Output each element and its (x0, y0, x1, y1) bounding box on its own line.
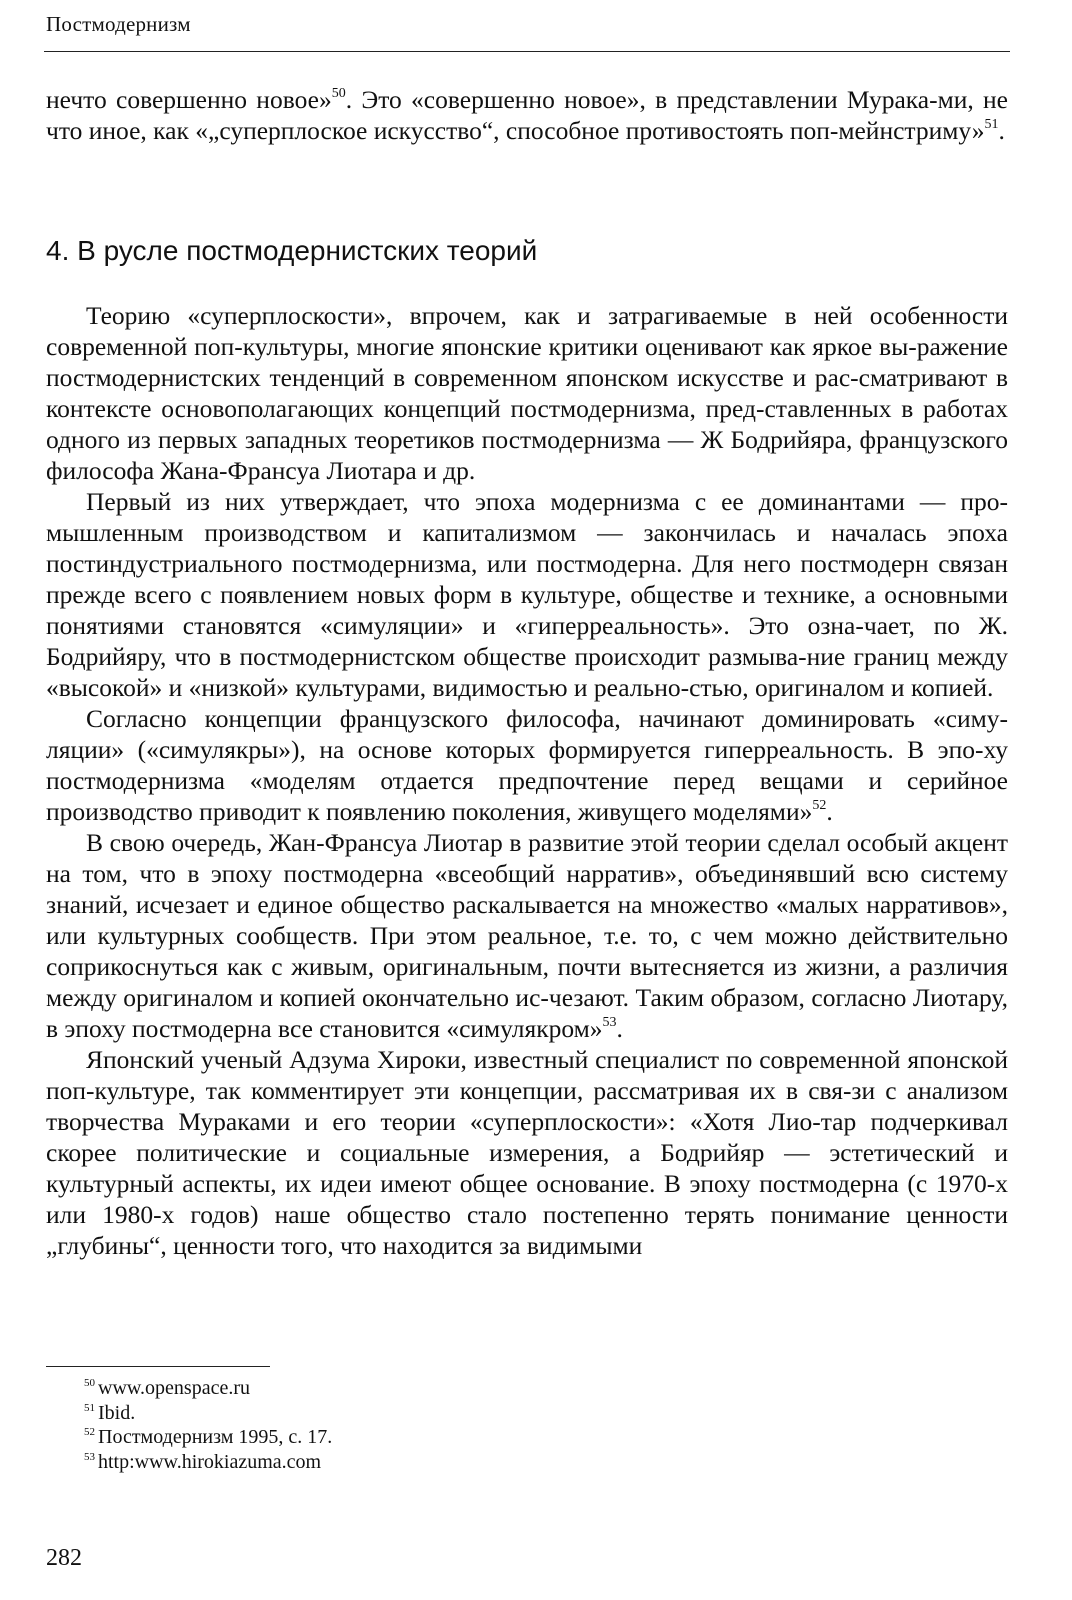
section-heading: 4. В русле постмодернистских теорий (46, 235, 538, 266)
footnote-51 (84, 1401, 332, 1426)
running-head: Постмодернизм (46, 12, 191, 36)
footnote-text[interactable]: www.openspace.ru (98, 1377, 250, 1399)
header-rule (44, 51, 1010, 52)
intro-text-2: . Это «совершенно новое», в представлении Мурака-ми, не что иное, как «„суперплоское искусство“, способное противостоять поп-мейнстриму» (46, 85, 1008, 145)
paragraph-text: Японский ученый Адзума Хироки, известный специалист по современной японской поп-культуре, так комментирует эти концепции, рассматривая их в свя-зи с анализом творчества Мураками и его теории «суперплоскости»: «Хотя Лио-тар подчеркивал скорее политические и социальные измерения, а Бодрийяр — эстетический и культурный аспекты, их идеи имеют общее основание. В эпоху постмодерна (с 1970-х или 1980-х годов) наше общество стало постепенно терять понимание ценности „глубины“, ценности того, что находится за видимыми (46, 1045, 1008, 1260)
paragraph-text: Первый из них утверждает, что эпоха модернизма с ее доминантами — про-мышленным производством и капитализмом — закончилась и началась эпоха постиндустриального постмодернизма, или постмодерна. Для него постмодерн связан прежде всего с появлением новых форм в культуре, обществе и технике, а основными понятиями становятся «симуляции» и «гиперреальность». Это озна-чает, по Ж. Бодрийяру, что в постмодернистском обществе происходит размыва-ние границ между «высокой» и «низкой» культурами, видимостью и реально-стью, оригиналом и копией. (46, 487, 1008, 702)
page-number: 282 (46, 1545, 82, 1571)
paragraph-text: Согласно концепции французского философа, начинают доминировать «симу-ляции» («симулякры»), на основе которых формируется гиперреальность. В эпо-ху постмодернизма «моделям отдается предпочтение перед вещами и серийное производство приводит к появлению поколения, живущего моделями» (46, 704, 1008, 826)
footnote-ref-52[interactable]: 52 (812, 798, 827, 813)
footnote-53 (84, 1450, 332, 1475)
footnote-text: Постмодернизм 1995, с. 17. (98, 1426, 333, 1448)
paragraph-text: В свою очередь, Жан-Франсуа Лиотар в развитие этой теории сделал особый акцент на том, что в эпоху постмодерна «всеобщий нарратив», объединявший всю систему знаний, исчезает и единое общество раскалывается на множество «малых нарративов», или культурных сообществ. При этом реальное, т.е. то, с чем можно действительно соприкоснуться как с живым, оригинальным, почти вытесняется из жизни, а различия между оригиналом и копией окончательно ис-чезают. Таким образом, согласно Лиотару, в эпоху постмодерна все становится «симулякром» (46, 828, 1008, 1043)
footnote-ref-51[interactable]: 51 (984, 117, 999, 132)
footnote-ref-53[interactable]: 53 (602, 1015, 617, 1030)
footnote-ref-50[interactable]: 50 (331, 86, 346, 101)
paragraph (46, 300, 1008, 486)
footnote-text: Ibid. (98, 1401, 136, 1424)
paragraph-tail: . (826, 797, 833, 826)
footnote-number: 53 (84, 1450, 95, 1463)
section-body (46, 300, 1008, 1261)
paragraph-text: Теорию «суперплоскости», впрочем, как и затрагиваемые в ней особенности современной поп-культуры, многие японские критики оценивают как яркое вы-ражение постмодернистских тенденций в современном японском искусстве и рас-сматривают в контексте основополагающих концепций постмодернизма, пред-ставленных в работах одного из первых западных теоретиков постмодернизма — Ж Бодрийяра, французского философа Жана-Франсуа Лиотара и др. (46, 301, 1008, 485)
paragraph-tail: . (616, 1014, 623, 1043)
paragraph (46, 827, 1008, 1044)
footnote-52 (84, 1425, 332, 1450)
footnote-number: 52 (84, 1426, 95, 1438)
paragraph (46, 486, 1008, 703)
footnote-number: 50 (84, 1377, 95, 1389)
intro-text-1: нечто совершенно новое» (46, 85, 332, 114)
intro-text-3: . (998, 116, 1005, 145)
footnote-50 (84, 1376, 332, 1401)
footnote-number: 51 (84, 1401, 95, 1414)
footnotes (84, 1376, 332, 1474)
footnote-rule (46, 1366, 270, 1367)
paragraph (46, 703, 1008, 827)
paragraph (46, 1044, 1008, 1261)
intro-paragraph (46, 84, 1008, 146)
footnote-text[interactable]: http:www.hirokiazuma.com (98, 1450, 322, 1473)
